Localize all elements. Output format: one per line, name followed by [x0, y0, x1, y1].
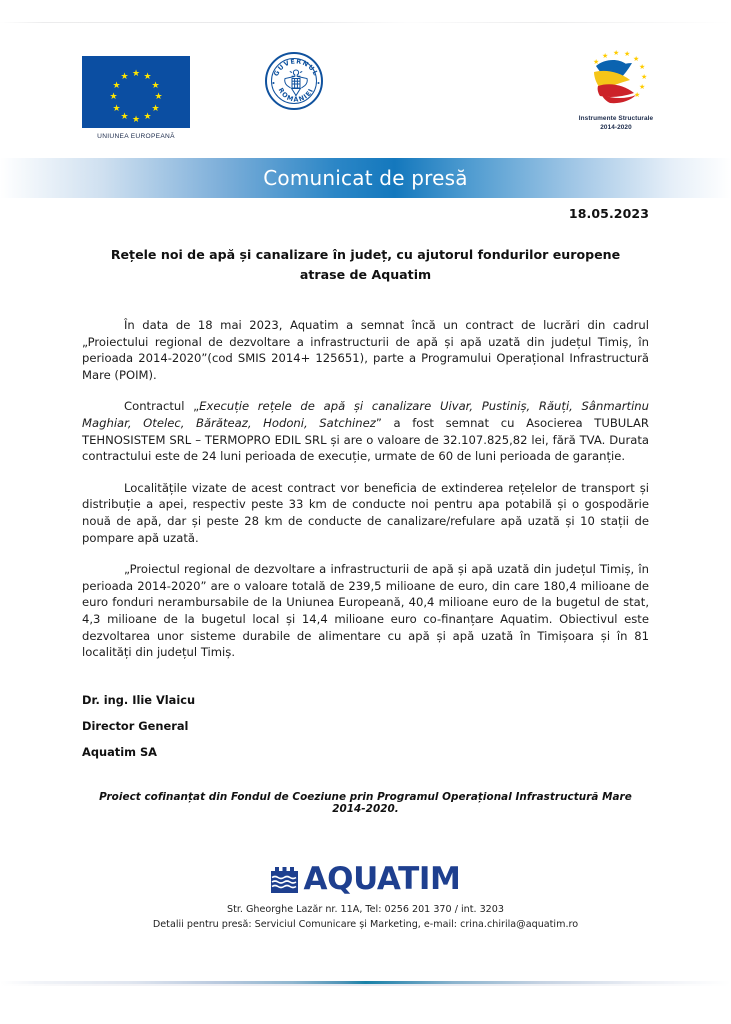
- eu-flag-icon: ★ ★ ★ ★ ★ ★ ★ ★ ★ ★ ★ ★: [82, 56, 190, 128]
- press-release-banner: [0, 158, 731, 198]
- aquatim-castle-water-icon: [271, 865, 298, 893]
- body-paragraphs: [82, 317, 649, 661]
- top-divider: [0, 22, 731, 23]
- government-of-romania-logo: [265, 52, 323, 110]
- document-footer: [0, 862, 731, 932]
- body-paragraph-p2: [82, 398, 649, 464]
- svg-text:★: ★: [633, 55, 640, 63]
- signatory-company: Aquatim SA: [82, 744, 157, 759]
- signatory-name: Dr. ing. Ilie Vlaicu: [82, 692, 196, 707]
- text-run: „Proiectul regional de dezvoltare a infrastructurii de apă și apă uzată din județul Timiș, în perioada 2014-2020” are o valoare totală de 239,5 milioane de euro, din care 180,4 milioane de euro fonduri nerambursabile de la Uniunea Europeană, 40,4 milioane euro de la bugetul de stat, 4,3 milioane de la bugetul local și 14,4 milioane euro co-finanțare Aquatim. Obiectivul este dezvoltarea unor sisteme durabile de alimentare cu apă și apă uzată în Timișoara și în 81 localități din județul Timiș.: [82, 562, 649, 660]
- svg-text:ROMÂNIEI: ROMÂNIEI: [276, 86, 316, 104]
- text-run: Execuție rețele de apă și canalizare Uivar, Pustiniș, Răuți, Sânmartinu Maghiar, Otelec, Bărăteaz, Hodoni, Satchinez: [82, 399, 649, 430]
- aquatim-wordmark: AQUATIM: [303, 861, 461, 897]
- svg-text:GUVERNUL: GUVERNUL: [272, 57, 320, 78]
- body-paragraph-p1: [82, 317, 649, 383]
- svg-text:★: ★: [593, 58, 600, 66]
- funding-note: Proiect cofinanțat din Fondul de Coeziune prin Programul Operațional Infrastructură Mare 2014-2020.: [99, 790, 632, 815]
- document-content: [82, 206, 649, 815]
- page-title: Rețele noi de apă și canalizare în județ, cu ajutorul fondurilor europene atrase de Aquatim: [110, 247, 621, 282]
- footer-address: Str. Gheorghe Lazăr nr. 11A, Tel: 0256 201 370 / int. 3203: [226, 904, 504, 915]
- footer-contact: [0, 903, 731, 932]
- text-run: În data de 18 mai 2023, Aquatim a semnat încă un contract de lucrări din cadrul „Proiectului regional de dezvoltare a infrastructurii de apă și apă uzată din județul Timiș, în perioada 2014-2020”(cod SMIS 2014+ 125651), parte a Programului Operațional Infrastructură Mare (POIM).: [82, 318, 649, 382]
- svg-text:★: ★: [602, 52, 609, 60]
- text-run: Localitățile vizate de acest contract vor beneficia de extinderea rețelelor de transport și distribuție a apei, respectiv peste 33 km de conducte noi pentru apa potabilă și o gospodărie nouă de apă, dar și peste 28 km de conducte de canalizare/refulare apă uzată și 10 stații de pompare apă uzată.: [82, 480, 649, 545]
- government-seal-icon: [265, 52, 323, 110]
- svg-text:★: ★: [641, 73, 648, 81]
- aquatim-logo: [271, 862, 461, 896]
- body-paragraph-p3: [82, 480, 649, 546]
- body-paragraph-p4: [82, 561, 649, 661]
- signatory-title: Director General: [82, 718, 189, 733]
- footer-press-contact: Detalii pentru presă: Serviciul Comunicare și Marketing, e-mail: crina.chirila@aquatim.ro: [152, 918, 579, 930]
- publication-date: 18.05.2023: [568, 206, 649, 221]
- svg-text:★: ★: [639, 83, 646, 91]
- banner-title: Comunicat de presă: [263, 166, 468, 190]
- signature-block: [82, 687, 649, 765]
- eu-logo-caption: UNIUNEA EUROPEANĂ: [97, 133, 175, 140]
- text-run: Contractul „: [124, 399, 200, 414]
- svg-text:★: ★: [634, 91, 641, 99]
- structural-instruments-caption-line2: 2014-2020: [600, 124, 632, 131]
- structural-instruments-icon: [552, 48, 680, 114]
- structural-instruments-logo: [552, 48, 680, 132]
- romanian-eagle-icon: [283, 67, 309, 99]
- svg-text:★: ★: [639, 63, 646, 71]
- structural-instruments-caption-line1: Instrumente Structurale: [578, 115, 654, 122]
- bottom-divider-shadow: [0, 984, 731, 986]
- svg-text:★: ★: [624, 50, 631, 58]
- text-run: ” a fost semnat cu Asocierea TUBULAR TEHNOSISTEM SRL – TERMOPRO EDIL SRL și are o valoare de 32.107.825,82 lei, fără TVA. Durata contractului este de 24 luni perioada de execuție, urmate de 60 de luni perioada de garanție.: [82, 415, 649, 464]
- svg-text:★: ★: [613, 49, 620, 57]
- logo-strip: [0, 48, 731, 144]
- eu-logo: [82, 56, 190, 140]
